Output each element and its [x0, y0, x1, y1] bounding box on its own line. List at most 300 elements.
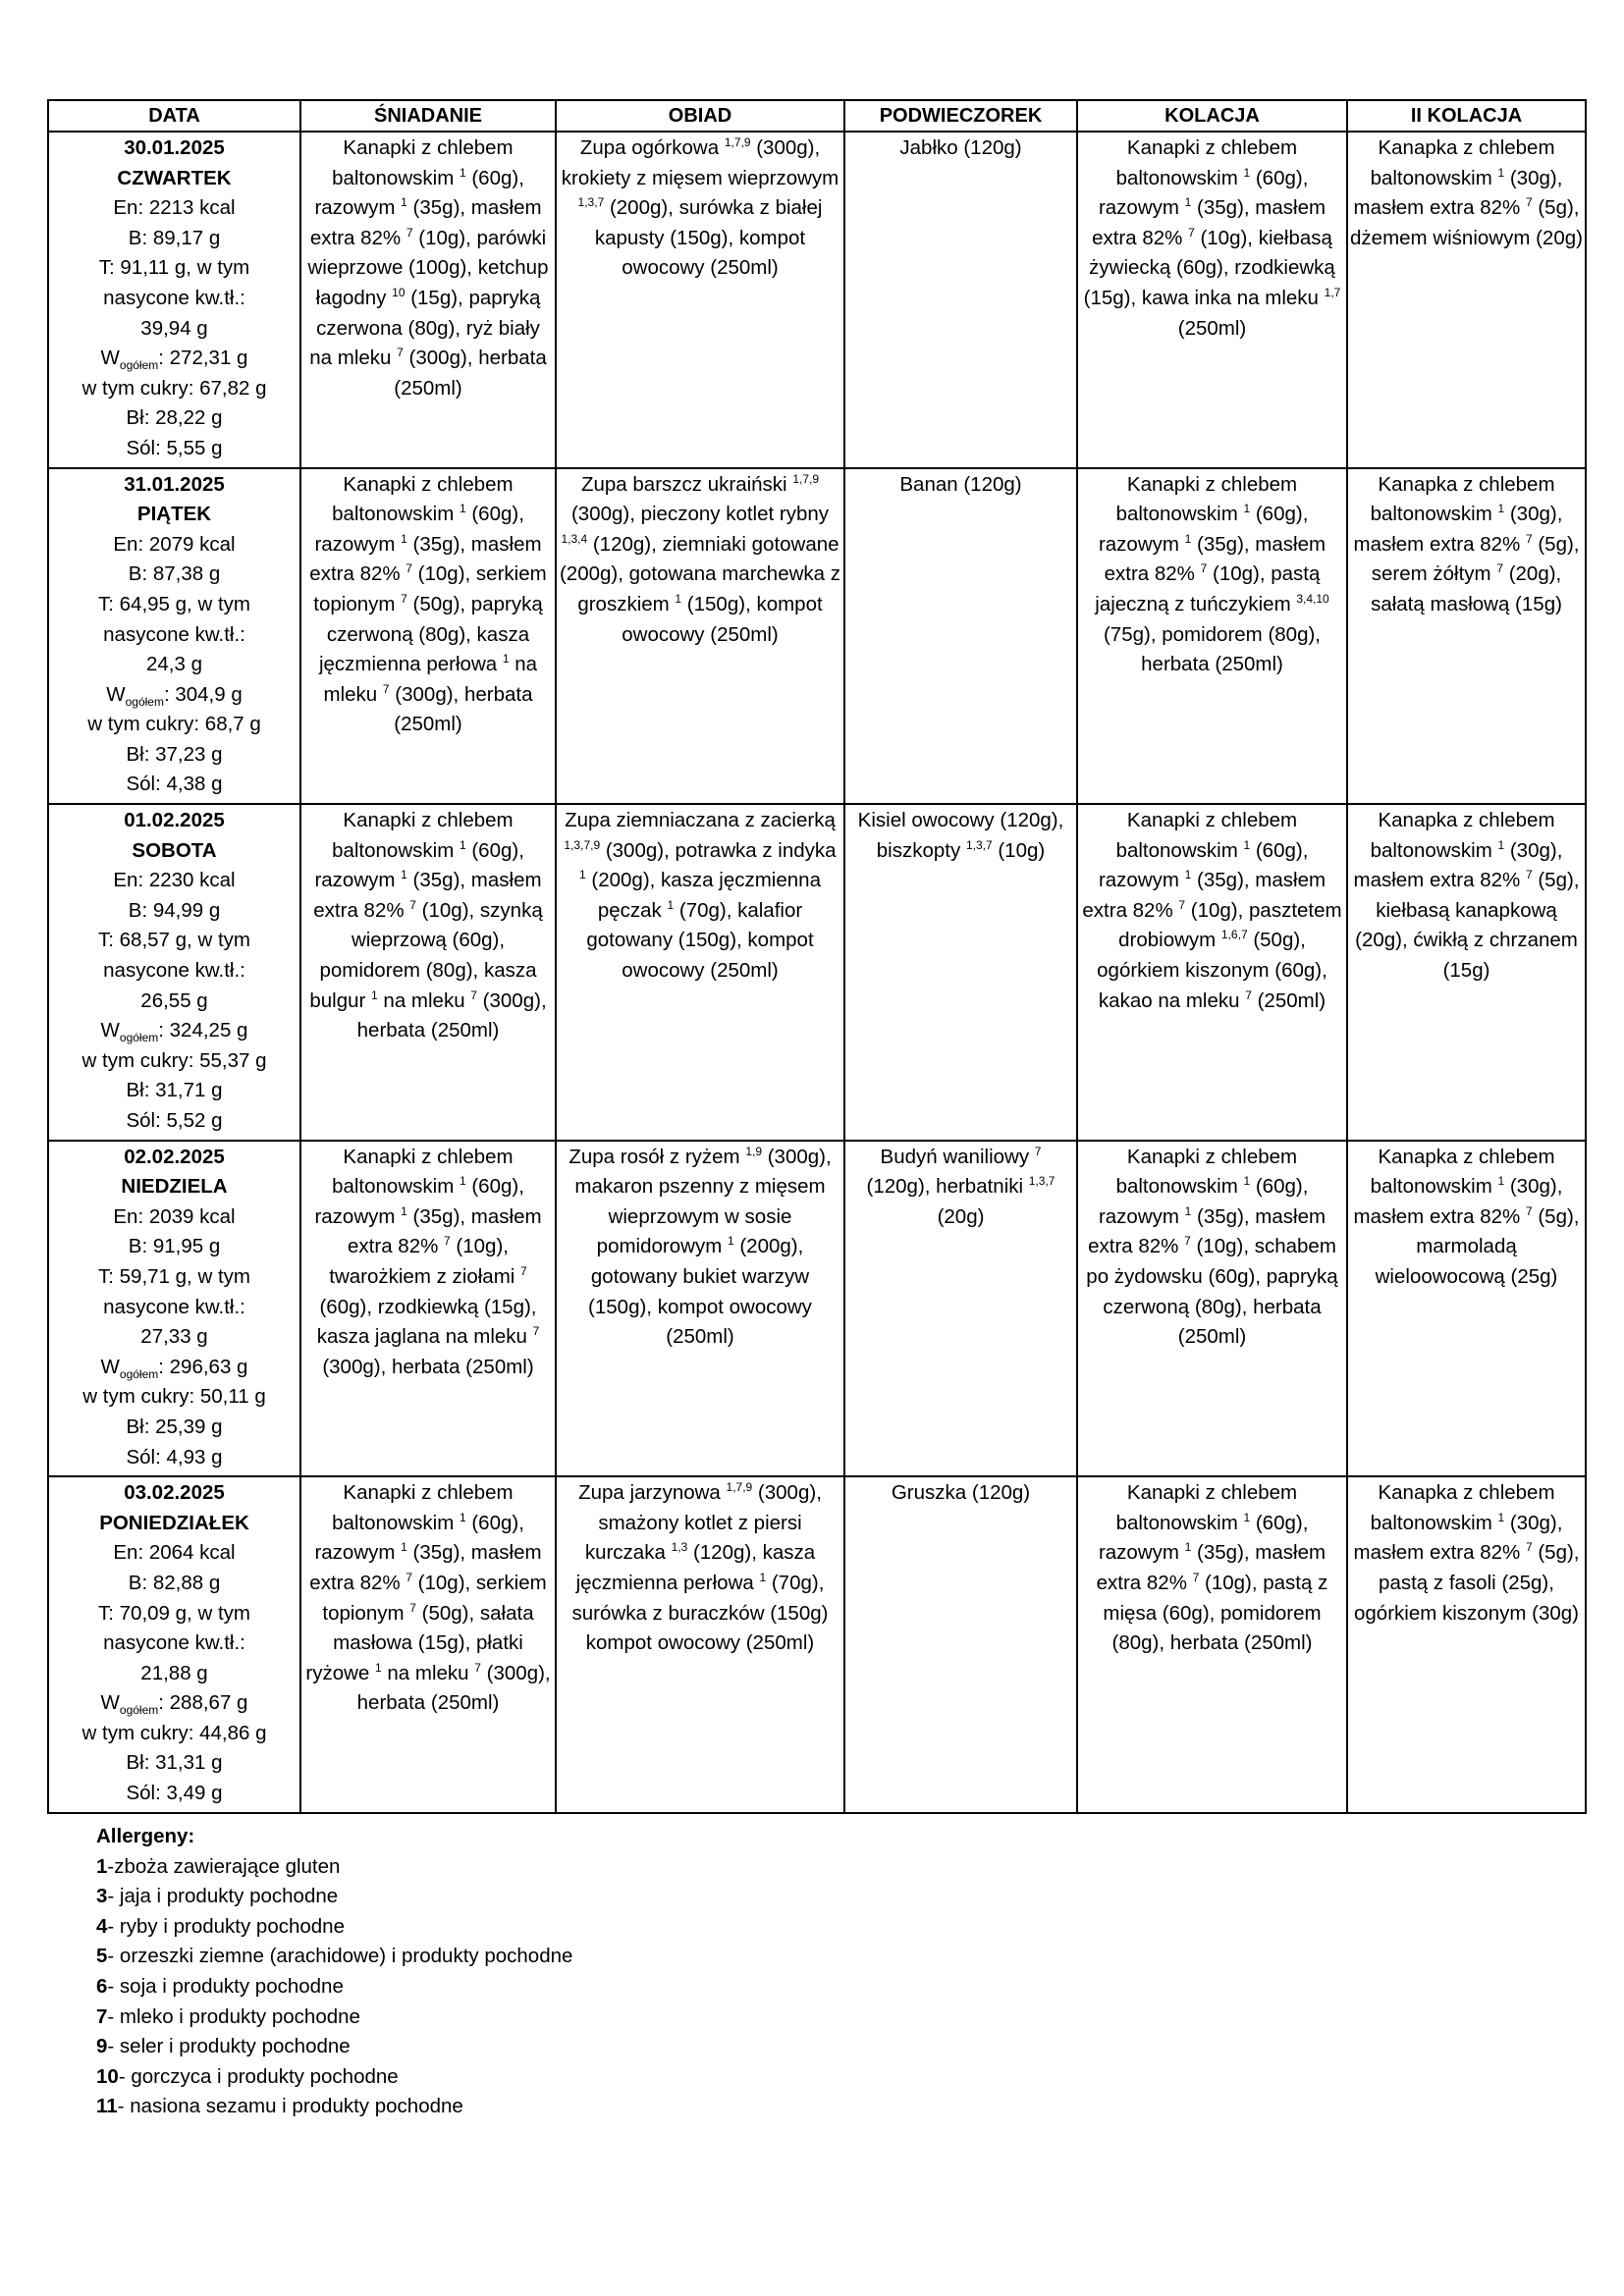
- allergen-superscript: 7: [409, 898, 416, 913]
- allergen-title: Allergeny:: [96, 1825, 195, 1847]
- allergen-superscript: 1: [1497, 1174, 1505, 1189]
- date-cell: [48, 468, 300, 805]
- allergen-superscript: 1: [502, 652, 510, 667]
- meal-text: (60g), razowym: [1098, 838, 1309, 892]
- sniadanie-cell: [300, 804, 556, 1141]
- allergen-item: [96, 1852, 572, 1883]
- meal-text: (75g), pomidorem (80g), herbata (250ml): [1103, 622, 1322, 676]
- allergen-superscript: 7: [1525, 1203, 1533, 1218]
- meal-text: (50g), sałata masłowa (15g), płatki ryżowe: [305, 1601, 534, 1684]
- sniadanie-cell: [300, 1141, 556, 1477]
- nutrition-sat-value: 39,94 g: [140, 316, 208, 340]
- allergen-superscript: 1: [1184, 531, 1192, 546]
- allergen-superscript: 1: [401, 195, 407, 210]
- allergen-superscript: 7: [474, 1660, 481, 1675]
- nutrition-sat-value: 21,88 g: [140, 1661, 208, 1684]
- meal-text: Kanapki z chlebem baltonowskim: [1115, 1145, 1298, 1199]
- meal-text: (30g), masłem extra 82%: [1353, 503, 1563, 556]
- meal-text: (300g), herbata (250ml): [322, 1355, 534, 1378]
- meal-text: (10g), serkiem topionym: [313, 562, 547, 615]
- allergen-superscript: 1,7,9: [792, 471, 820, 486]
- allergen-superscript: 1: [1243, 1510, 1251, 1524]
- allergen-superscript: 1: [1184, 1203, 1192, 1218]
- meal-text: Jabłko (120g): [899, 136, 1022, 159]
- allergen-item: [96, 1912, 572, 1943]
- carb-subscript: ogółem: [119, 1031, 159, 1045]
- meal-text: na mleku: [381, 1661, 475, 1684]
- allergen-superscript: 1,3,7: [1028, 1174, 1056, 1189]
- meal-text: (35g), masłem extra 82%: [309, 532, 542, 586]
- allergen-superscript: 7: [1525, 531, 1533, 546]
- meal-text: Banan (120g): [899, 472, 1022, 496]
- meal-text: (60g), razowym: [314, 166, 524, 220]
- meal-text: (60g), razowym: [314, 1511, 524, 1565]
- meal-text: (10g), pastą jajeczną z tuńczykiem: [1095, 562, 1321, 615]
- header-obiad: OBIAD: [556, 100, 844, 132]
- allergen-superscript: 7: [1525, 868, 1533, 882]
- nutrition-protein: B: 94,99 g: [128, 898, 221, 922]
- nutrition-protein: B: 87,38 g: [128, 562, 221, 586]
- meal-text: (300g), potrawka z indyka: [600, 838, 837, 862]
- carb-value: : 272,31 g: [158, 347, 248, 370]
- allergen-superscript: 7: [1192, 1571, 1200, 1585]
- date-label: 01.02.2025: [124, 809, 225, 832]
- meal-text: Zupa rosół z ryżem: [568, 1145, 746, 1168]
- meal-text: Kanapka z chlebem baltonowskim: [1370, 472, 1555, 526]
- meal-text: (250ml): [1177, 316, 1247, 340]
- nutrition-sat-label: nasycone kw.tł.:: [103, 959, 245, 983]
- nutrition-fat: T: 91,11 g, w tym: [98, 256, 250, 280]
- meal-text: (200g), kasza jęczmienna pęczak: [585, 869, 821, 922]
- nutrition-carbs: [51, 1688, 298, 1719]
- meal-text: Kanapki z chlebem baltonowskim: [332, 136, 514, 189]
- meal-text: (300g), herbata (250ml): [394, 347, 547, 400]
- allergen-item: [96, 2092, 572, 2122]
- nutrition-sat-label: nasycone kw.tł.:: [103, 622, 245, 646]
- meal-text: Kanapki z chlebem baltonowskim: [1115, 472, 1298, 526]
- allergen-superscript: 1,6,7: [1220, 928, 1248, 942]
- meal-text: (30g), masłem extra 82%: [1353, 838, 1563, 892]
- meal-text: (35g), masłem extra 82%: [348, 1204, 542, 1258]
- meal-text: (35g), masłem extra 82%: [1082, 869, 1326, 922]
- podwieczorek-cell: [844, 1141, 1077, 1477]
- allergen-item: [96, 1942, 572, 1972]
- weekday-label: CZWARTEK: [117, 166, 232, 189]
- date-label: 03.02.2025: [124, 1481, 225, 1505]
- allergen-superscript: 1: [667, 898, 675, 913]
- nutrition-fiber: Bł: 31,31 g: [126, 1751, 223, 1775]
- allergen-superscript: 1: [401, 868, 407, 882]
- date-cell: [48, 132, 300, 468]
- meal-text: (300g), smażony kotlet z piersi kurczaka: [584, 1481, 822, 1565]
- meal-text: (250ml): [1251, 988, 1326, 1012]
- allergen-number: 10: [96, 2064, 119, 2088]
- ii-kolacja-cell: [1347, 1141, 1586, 1477]
- allergen-superscript: 1,3: [671, 1540, 688, 1555]
- allergen-description: - orzeszki ziemne (arachidowe) i produkty pochodne: [107, 1945, 573, 1968]
- allergen-number: 7: [96, 2004, 108, 2028]
- allergen-number: 9: [96, 2035, 108, 2058]
- allergen-number: 11: [96, 2095, 118, 2118]
- meal-text: (20g), sałatą masłową (15g): [1371, 562, 1562, 615]
- nutrition-energy: En: 2230 kcal: [113, 869, 236, 892]
- header-ii-kolacja: II KOLACJA: [1347, 100, 1586, 132]
- allergen-list: [96, 1852, 572, 2122]
- nutrition-carbs: [51, 1016, 298, 1046]
- date-cell: [48, 1141, 300, 1477]
- weekday-label: PIĄTEK: [136, 503, 212, 526]
- ii-kolacja-cell: [1347, 132, 1586, 468]
- date-label: 30.01.2025: [124, 136, 225, 159]
- meal-text: (5g), dżemem wiśniowym (20g): [1350, 196, 1583, 249]
- allergen-superscript: 7: [1200, 561, 1208, 576]
- allergen-number: 4: [96, 1914, 108, 1938]
- allergen-superscript: 1: [459, 165, 466, 180]
- allergen-superscript: 7: [1184, 1234, 1191, 1249]
- meal-text: (10g), serkiem topionym: [322, 1571, 547, 1625]
- meal-text: (5g), marmoladą wieloowocową (25g): [1375, 1204, 1580, 1288]
- meal-text: (300g), herbata (250ml): [356, 988, 547, 1042]
- meal-text: (5g), serem żółtym: [1371, 532, 1580, 586]
- meal-text: (35g), masłem extra 82%: [1088, 1204, 1326, 1258]
- nutrition-energy: En: 2064 kcal: [113, 1541, 236, 1565]
- carb-subscript: ogółem: [119, 1366, 159, 1381]
- meal-text: na mleku: [377, 988, 471, 1012]
- meal-text: (10g): [992, 838, 1046, 862]
- weekday-label: SOBOTA: [132, 838, 217, 862]
- nutrition-energy: En: 2213 kcal: [113, 196, 236, 220]
- nutrition-carbs: [51, 680, 298, 711]
- allergen-superscript: 1: [459, 1510, 466, 1524]
- allergen-superscript: 7: [1188, 225, 1195, 240]
- allergen-superscript: 1: [727, 1234, 734, 1249]
- allergen-superscript: 7: [520, 1264, 527, 1279]
- meal-text: Zupa jarzynowa: [578, 1481, 727, 1505]
- allergen-superscript: 1: [759, 1571, 767, 1585]
- meal-text: Gruszka (120g): [891, 1481, 1031, 1505]
- meal-text: (10g), parówki wieprzowe (100g), ketchup łagodny: [307, 226, 549, 309]
- nutrition-salt: Sól: 3,49 g: [126, 1782, 223, 1805]
- allergen-number: 3: [96, 1885, 108, 1908]
- allergen-superscript: 1: [401, 1540, 407, 1555]
- allergen-superscript: 1: [579, 868, 586, 882]
- allergen-superscript: 7: [382, 681, 390, 696]
- allergen-superscript: 1: [1497, 502, 1505, 516]
- nutrition-sat-value: 24,3 g: [146, 653, 202, 676]
- carb-value: : 304,9 g: [163, 682, 243, 706]
- sniadanie-cell: [300, 132, 556, 468]
- meal-text: Kanapka z chlebem baltonowskim: [1370, 1145, 1555, 1199]
- meal-text: (35g), masłem extra 82%: [309, 196, 542, 249]
- allergen-superscript: 1: [401, 531, 407, 546]
- nutrition-salt: Sól: 4,38 g: [126, 773, 223, 796]
- allergen-superscript: 7: [406, 225, 413, 240]
- meal-text: Zupa ogórkowa: [579, 136, 725, 159]
- date-cell: [48, 804, 300, 1141]
- podwieczorek-cell: [844, 132, 1077, 468]
- allergen-superscript: 1: [1184, 868, 1192, 882]
- allergen-item: [96, 2062, 572, 2093]
- meal-text: (60g), razowym: [314, 838, 524, 892]
- nutrition-salt: Sól: 5,52 g: [126, 1109, 223, 1132]
- nutrition-salt: Sól: 4,93 g: [126, 1445, 223, 1468]
- meal-text: Kanapka z chlebem baltonowskim: [1370, 136, 1555, 189]
- kolacja-cell: [1077, 1476, 1347, 1813]
- allergen-superscript: 7: [397, 346, 404, 360]
- weekday-label: PONIEDZIAŁEK: [99, 1511, 249, 1534]
- meal-text: Kanapki z chlebem baltonowskim: [332, 809, 514, 862]
- allergen-superscript: 10: [392, 286, 406, 300]
- meal-text: (300g), herbata (250ml): [389, 682, 533, 736]
- carb-prefix: W: [100, 1019, 120, 1042]
- allergen-superscript: 1: [1243, 1174, 1251, 1189]
- allergen-superscript: 1: [371, 988, 378, 1002]
- allergen-legend: [96, 1822, 572, 2122]
- meal-text: (60g), razowym: [1098, 503, 1309, 556]
- nutrition-fiber: Bł: 28,22 g: [126, 406, 223, 430]
- header-data: DATA: [48, 100, 300, 132]
- meal-text: (35g), masłem extra 82%: [309, 1541, 542, 1594]
- date-label: 31.01.2025: [124, 472, 225, 496]
- meal-text: (30g), masłem extra 82%: [1353, 1175, 1563, 1228]
- allergen-superscript: 1: [1184, 195, 1192, 210]
- allergen-superscript: 1: [459, 1174, 466, 1189]
- allergen-description: - mleko i produkty pochodne: [107, 2004, 360, 2028]
- meal-text: na mleku: [323, 653, 538, 706]
- obiad-cell: [556, 1141, 844, 1477]
- allergen-superscript: 7: [406, 1571, 412, 1585]
- meal-text: (150g), kompot owocowy (250ml): [622, 592, 823, 646]
- allergen-superscript: 7: [532, 1324, 540, 1339]
- allergen-number: 6: [96, 1974, 108, 1998]
- meal-text: (10g), pastą z mięsa (60g), pomidorem (80g), herbata (250ml): [1103, 1571, 1328, 1655]
- allergen-superscript: 7: [1525, 1540, 1533, 1555]
- nutrition-carbs: [51, 344, 298, 374]
- meal-text: (10g), szynką wieprzową (60g), pomidorem (80g), kasza bulgur: [309, 898, 543, 1012]
- carb-value: : 296,63 g: [158, 1355, 248, 1378]
- allergen-superscript: 7: [409, 1600, 416, 1615]
- allergen-superscript: 1: [1243, 165, 1251, 180]
- allergen-superscript: 7: [406, 561, 412, 576]
- nutrition-protein: B: 91,95 g: [128, 1235, 221, 1258]
- obiad-cell: [556, 132, 844, 468]
- nutrition-fat: T: 59,71 g, w tym: [98, 1264, 250, 1288]
- meal-text: (35g), masłem extra 82%: [1104, 532, 1326, 586]
- header-podwieczorek: PODWIECZOREK: [844, 100, 1077, 132]
- header-row: [48, 100, 1586, 132]
- nutrition-sat-label: nasycone kw.tł.:: [103, 286, 245, 309]
- allergen-superscript: 7: [444, 1234, 451, 1249]
- meal-text: (5g), pastą z fasoli (25g), ogórkiem kiszonym (30g): [1354, 1541, 1580, 1625]
- sniadanie-cell: [300, 468, 556, 805]
- allergen-superscript: 7: [1034, 1144, 1042, 1158]
- nutrition-sugar: w tym cukry: 55,37 g: [81, 1048, 267, 1072]
- allergen-superscript: 1: [1497, 837, 1505, 852]
- allergen-superscript: 1,3,7,9: [564, 837, 601, 852]
- day-row: [48, 1141, 1586, 1477]
- header-sniadanie: ŚNIADANIE: [300, 100, 556, 132]
- meal-text: (20g): [937, 1204, 985, 1228]
- nutrition-sat-label: nasycone kw.tł.:: [103, 1295, 245, 1318]
- meal-text: (300g), pieczony kotlet rybny: [570, 503, 830, 526]
- allergen-superscript: 1,9: [745, 1144, 763, 1158]
- meal-text: (35g), masłem extra 82%: [1096, 1541, 1326, 1594]
- meal-text: (300g), makaron pszenny z mięsem wieprzowym w sosie pomidorowym: [574, 1145, 832, 1258]
- meal-text: (200g), gotowany bukiet warzyw (150g), kompot owocowy (250ml): [588, 1235, 812, 1349]
- allergen-description: - seler i produkty pochodne: [107, 2035, 351, 2058]
- allergen-superscript: 1,7: [1324, 286, 1341, 300]
- allergen-superscript: 1: [1243, 837, 1251, 852]
- sniadanie-cell: [300, 1476, 556, 1813]
- allergen-superscript: 7: [1178, 898, 1186, 913]
- nutrition-protein: B: 82,88 g: [128, 1571, 221, 1594]
- meal-text: Kisiel owocowy (120g), biszkopty: [857, 809, 1064, 862]
- meal-text: (15g), papryką czerwona (80g), ryż biały na mleku: [309, 286, 541, 370]
- nutrition-fat: T: 68,57 g, w tym: [98, 929, 250, 952]
- nutrition-sat-value: 26,55 g: [140, 988, 208, 1012]
- meal-text: (10g), kiełbasą żywiecką (60g), rzodkiewką (15g), kawa inka na mleku: [1083, 226, 1335, 309]
- meal-text: (35g), masłem extra 82%: [1092, 196, 1326, 249]
- day-row: [48, 132, 1586, 468]
- day-row: [48, 804, 1586, 1141]
- allergen-item: [96, 2002, 572, 2033]
- meal-text: (300g), herbata (250ml): [356, 1661, 551, 1715]
- meal-text: (60g), rzodkiewką (15g), kasza jaglana na mleku: [316, 1295, 537, 1349]
- allergen-superscript: 1: [459, 837, 466, 852]
- meal-text: (70g), surówka z buraczków (150g) kompot owocowy (250ml): [571, 1571, 829, 1655]
- meal-text: (60g), razowym: [314, 1175, 524, 1228]
- meal-text: (60g), razowym: [1098, 166, 1309, 220]
- podwieczorek-cell: [844, 804, 1077, 1141]
- allergen-description: - nasiona sezamu i produkty pochodne: [117, 2095, 463, 2118]
- allergen-superscript: 1,7,9: [726, 1480, 753, 1495]
- meal-text: (60g), razowym: [1098, 1511, 1309, 1565]
- meal-text: (120g), kasza jęczmienna perłowa: [575, 1541, 816, 1594]
- allergen-number: 1: [96, 1854, 108, 1878]
- carb-subscript: ogółem: [125, 694, 164, 709]
- nutrition-energy: En: 2079 kcal: [113, 532, 236, 556]
- meal-text: (50g), papryką czerwoną (80g), kasza jęczmienna perłowa: [318, 592, 543, 676]
- allergen-item: [96, 1882, 572, 1912]
- meal-text: (120g), ziemniaki gotowane (200g), gotowana marchewka z groszkiem: [559, 532, 840, 615]
- allergen-description: - jaja i produkty pochodne: [107, 1885, 339, 1908]
- allergen-superscript: 7: [401, 592, 407, 607]
- allergen-superscript: 3,4,10: [1296, 592, 1329, 607]
- weekday-label: NIEDZIELA: [121, 1175, 228, 1199]
- carb-subscript: ogółem: [119, 1703, 159, 1718]
- meal-text: (120g), herbatniki: [866, 1175, 1029, 1199]
- meal-text: Kanapka z chlebem baltonowskim: [1370, 1481, 1555, 1534]
- allergen-description: - ryby i produkty pochodne: [107, 1914, 345, 1938]
- nutrition-carbs: [51, 1353, 298, 1383]
- allergen-superscript: 1: [1497, 165, 1505, 180]
- nutrition-energy: En: 2039 kcal: [113, 1204, 236, 1228]
- menu-table: [47, 99, 1587, 1814]
- meal-text: Kanapki z chlebem baltonowskim: [332, 472, 514, 526]
- allergen-description: -zboża zawierające gluten: [107, 1854, 341, 1878]
- meal-text: Kanapka z chlebem baltonowskim: [1370, 809, 1555, 862]
- allergen-superscript: 1: [375, 1660, 382, 1675]
- allergen-superscript: 1: [675, 592, 682, 607]
- allergen-superscript: 1,3,7: [577, 195, 605, 210]
- podwieczorek-cell: [844, 1476, 1077, 1813]
- nutrition-sugar: w tym cukry: 44,86 g: [81, 1721, 267, 1744]
- allergen-superscript: 1,7,9: [724, 135, 751, 150]
- allergen-superscript: 1: [1184, 1540, 1192, 1555]
- allergen-number: 5: [96, 1945, 108, 1968]
- allergen-superscript: 1: [401, 1203, 407, 1218]
- allergen-superscript: 7: [1245, 988, 1252, 1002]
- allergen-superscript: 7: [1496, 561, 1503, 576]
- allergen-superscript: 7: [1525, 195, 1533, 210]
- meal-text: Kanapki z chlebem baltonowskim: [332, 1481, 514, 1534]
- allergen-superscript: 1,3,4: [561, 531, 588, 546]
- meal-text: (60g), razowym: [314, 503, 524, 556]
- allergen-superscript: 1: [459, 502, 466, 516]
- meal-text: Kanapki z chlebem baltonowskim: [332, 1145, 514, 1199]
- carb-prefix: W: [106, 682, 126, 706]
- carb-subscript: ogółem: [119, 358, 159, 373]
- meal-text: Zupa barszcz ukraiński: [580, 472, 793, 496]
- nutrition-sugar: w tym cukry: 50,11 g: [82, 1385, 266, 1409]
- meal-text: (10g), pasztetem drobiowym: [1118, 898, 1342, 952]
- day-row: [48, 1476, 1586, 1813]
- carb-prefix: W: [100, 1355, 120, 1378]
- meal-text: (30g), masłem extra 82%: [1353, 166, 1563, 220]
- obiad-cell: [556, 1476, 844, 1813]
- meal-text: Budyń waniliowy: [880, 1145, 1035, 1168]
- nutrition-fiber: Bł: 31,71 g: [126, 1079, 223, 1102]
- meal-text: (10g), schabem po żydowsku (60g), papryką czerwoną (80g), herbata (250ml): [1086, 1235, 1338, 1349]
- nutrition-salt: Sól: 5,55 g: [126, 436, 223, 459]
- nutrition-fiber: Bł: 37,23 g: [126, 742, 223, 766]
- meal-text: (35g), masłem extra 82%: [313, 869, 542, 922]
- nutrition-protein: B: 89,17 g: [128, 226, 221, 249]
- obiad-cell: [556, 804, 844, 1141]
- ii-kolacja-cell: [1347, 468, 1586, 805]
- allergen-superscript: 1,3,7: [965, 837, 993, 852]
- meal-text: (300g), krokiety z mięsem wieprzowym: [561, 136, 839, 189]
- carb-value: : 288,67 g: [158, 1691, 248, 1715]
- allergen-superscript: 1: [1497, 1510, 1505, 1524]
- day-row: [48, 468, 1586, 805]
- ii-kolacja-cell: [1347, 1476, 1586, 1813]
- kolacja-cell: [1077, 1141, 1347, 1477]
- kolacja-cell: [1077, 132, 1347, 468]
- meal-text: (30g), masłem extra 82%: [1353, 1511, 1563, 1565]
- nutrition-sugar: w tym cukry: 68,7 g: [87, 713, 261, 736]
- carb-prefix: W: [100, 347, 120, 370]
- allergen-superscript: 1: [1243, 502, 1251, 516]
- carb-prefix: W: [100, 1691, 120, 1715]
- allergen-item: [96, 2032, 572, 2062]
- nutrition-sat-label: nasycone kw.tł.:: [103, 1631, 245, 1655]
- date-label: 02.02.2025: [124, 1145, 225, 1168]
- obiad-cell: [556, 468, 844, 805]
- nutrition-sat-value: 27,33 g: [140, 1325, 208, 1349]
- allergen-superscript: 7: [470, 988, 477, 1002]
- allergen-item: [96, 1972, 572, 2002]
- ii-kolacja-cell: [1347, 804, 1586, 1141]
- date-cell: [48, 1476, 300, 1813]
- allergen-description: - gorczyca i produkty pochodne: [118, 2064, 399, 2088]
- meal-text: (70g), kalafior gotowany (150g), kompot owocowy (250ml): [586, 898, 814, 983]
- allergen-description: - soja i produkty pochodne: [107, 1974, 344, 1998]
- podwieczorek-cell: [844, 468, 1077, 805]
- meal-text: Kanapki z chlebem baltonowskim: [1115, 1481, 1298, 1534]
- nutrition-fiber: Bł: 25,39 g: [126, 1415, 223, 1438]
- kolacja-cell: [1077, 804, 1347, 1141]
